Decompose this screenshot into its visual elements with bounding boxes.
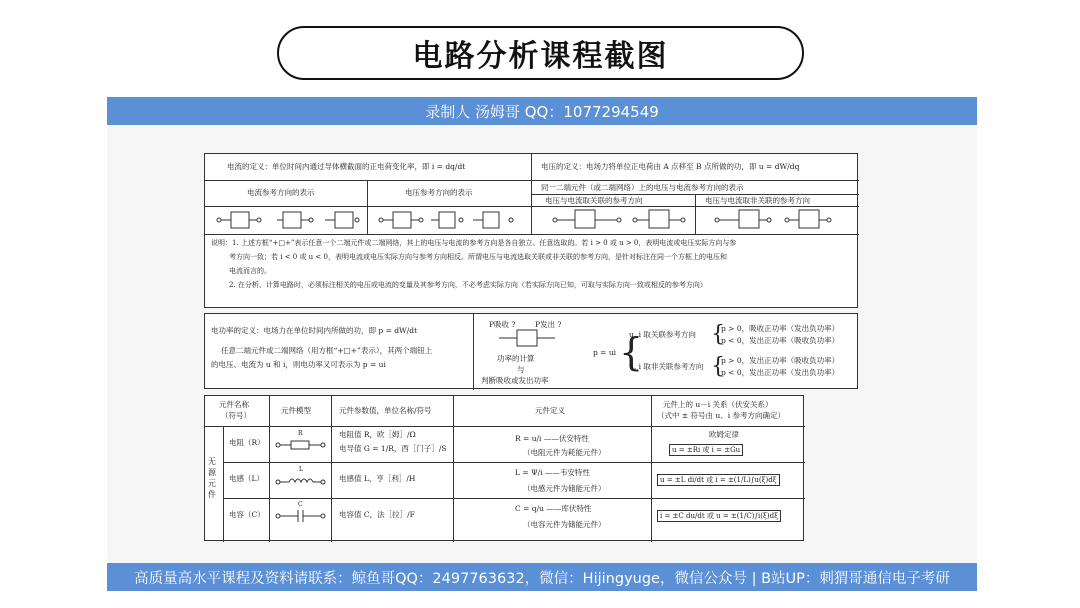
resistor-model-label: R	[298, 430, 303, 437]
note-1-line-3: 电流而言的。	[229, 267, 271, 275]
row-def-a: L = Ψ/i ——韦安特性	[515, 468, 590, 477]
brace-icon: {	[619, 330, 644, 374]
header-definition: 元件定义	[535, 406, 565, 415]
power-desc-line-2: 的电压、电流为 u 和 i，则电功率又可表示为 p = ui	[211, 360, 386, 369]
associated-label: 电压与电流取关联的参考方向	[545, 196, 643, 205]
group-label: 无源元件	[208, 457, 216, 499]
row-relation: i = ±C du/dt 或 u = ±(1/C)∫i(ξ)dξ	[657, 510, 781, 522]
circuit-diagrams-row	[205, 206, 859, 234]
power-desc-line-1: 任意二端元件或二端网络（用方框“+□+”表示），其两个端钮上	[221, 346, 433, 355]
row-param-b: 电导值 G = 1/R，西［门子］/S	[339, 444, 447, 453]
calc-line-3: 判断吸收或发出功率	[481, 376, 549, 385]
row-name: 电容（C）	[229, 510, 265, 519]
nonassoc-brace-icon: {	[711, 354, 725, 379]
scanned-document	[107, 125, 977, 563]
p-absorb-label: P吸收 ?	[489, 320, 516, 329]
contact-footer: 高质量高水平课程及资料请联系：鲸鱼哥QQ：2497763632，微信：Hijingyuge，微信公众号 | B站UP：刺猬哥通信电子考研	[107, 563, 977, 591]
capacitor-icon	[275, 508, 327, 524]
power-definition: 电功率的定义：电场力在单位时间内所做的功，即 p = dW/dt	[211, 326, 418, 335]
calc-line-2: 与	[517, 365, 525, 374]
header-param: 元件参数值，单位名称/符号	[339, 406, 432, 415]
p-emit-label: P发出 ?	[535, 320, 562, 329]
row-def-b: （电感元件为储能元件）	[523, 484, 606, 493]
assoc-pos: p > 0，吸收正功率（发出负功率）	[721, 324, 840, 333]
nonassoc-label: u, i 取非关联参考方向	[629, 362, 704, 371]
row-def-b: （电容元件为储能元件）	[523, 520, 606, 529]
row-name: 电感（L）	[229, 474, 264, 483]
row-param-a: 电阻值 R，欧［姆］/Ω	[339, 430, 416, 439]
header-model: 元件模型	[281, 406, 311, 415]
row-def-a: C = q/u ——库伏特性	[515, 504, 592, 513]
p-equation: p = ui	[593, 348, 617, 357]
recorder-banner: 录制人 汤姆哥 QQ：1077294549	[107, 97, 977, 125]
passive-elements-table	[204, 395, 804, 541]
note-1-line-2: 考方向一致；若 i < 0 或 u < 0，表明电流或电压实际方向与参考方向相反。所谓电压与电流选取关联或非关联的参考方向，是针对标注在同一个方框上的电压和	[229, 253, 727, 261]
assoc-neg: p < 0，发出正功率（吸收负功率）	[721, 336, 840, 345]
nonassoc-neg: p < 0，发出正功率（发出负功率）	[721, 368, 840, 377]
non-associated-label: 电压与电流取非关联的参考方向	[705, 196, 810, 205]
current-ref-label: 电流参考方向的表示	[247, 188, 315, 197]
row-name: 电阻（R）	[229, 438, 265, 447]
row-param-a: 电感值 L，亨［利］/H	[339, 474, 416, 483]
header-name: 元件名称	[219, 400, 249, 409]
current-definition: 电流的定义：单位时间内通过导体横截面的正电荷变化率，即 i = dq/dt	[227, 162, 466, 171]
ohm-law-label: 欧姆定律	[709, 430, 739, 439]
note-2: 2. 在分析、计算电路时，必须标注相关的电压或电流的变量及其参考方向，不必考虑实际方向（若实际方向已知，可取与实际方向一致或相反的参考方向）	[229, 281, 707, 289]
voltage-ref-label: 电压参考方向的表示	[405, 188, 473, 197]
header-symbol: （符号）	[221, 411, 251, 420]
row-param-a: 电容值 C，法［拉］/F	[339, 510, 415, 519]
reference-direction-table	[204, 153, 858, 308]
resistor-icon	[275, 438, 327, 452]
page-title: 电路分析课程截图	[277, 26, 804, 80]
note-1-line-1: 说明：1. 上述方框“+□+”表示任意一个二端元件或二端网络，其上的电压与电流的参考方向是各自独立、任意选取的。若 i > 0 或 u > 0，表明电流或电压实际方向与参	[211, 239, 737, 247]
voltage-definition: 电压的定义：电场力将单位正电荷由 A 点移至 B 点所做的功，即 u = dW/dq	[541, 162, 800, 171]
header-relation-2: （式中 ± 符号由 u、i 参考方向确定）	[657, 411, 786, 420]
row-relation: u = ±L di/dt 或 i = ±(1/L)∫u(ξ)dξ	[657, 474, 780, 486]
same-element-label: 同一二端元件（或二端网络）上的电压与电流参考方向的表示	[541, 183, 744, 192]
power-table	[204, 313, 858, 389]
capacitor-model-label: C	[298, 501, 303, 508]
row-relation: u = ±Ri 或 i = ±Gu	[669, 444, 743, 456]
nonassoc-pos: p > 0，发出正功率（吸收负功率）	[721, 356, 840, 365]
power-element-icon	[499, 328, 559, 350]
assoc-label: u, i 取关联参考方向	[629, 330, 696, 339]
inductor-model-label: L	[299, 466, 303, 473]
row-def-a: R = u/i ——伏安特性	[515, 434, 589, 443]
row-def-b: （电阻元件为耗能元件）	[523, 448, 606, 457]
assoc-brace-icon: {	[711, 322, 725, 347]
calc-line-1: 功率的计算	[497, 354, 535, 363]
header-relation-1: 元件上的 u－i 关系（伏安关系）	[663, 400, 773, 409]
inductor-icon	[275, 474, 327, 488]
